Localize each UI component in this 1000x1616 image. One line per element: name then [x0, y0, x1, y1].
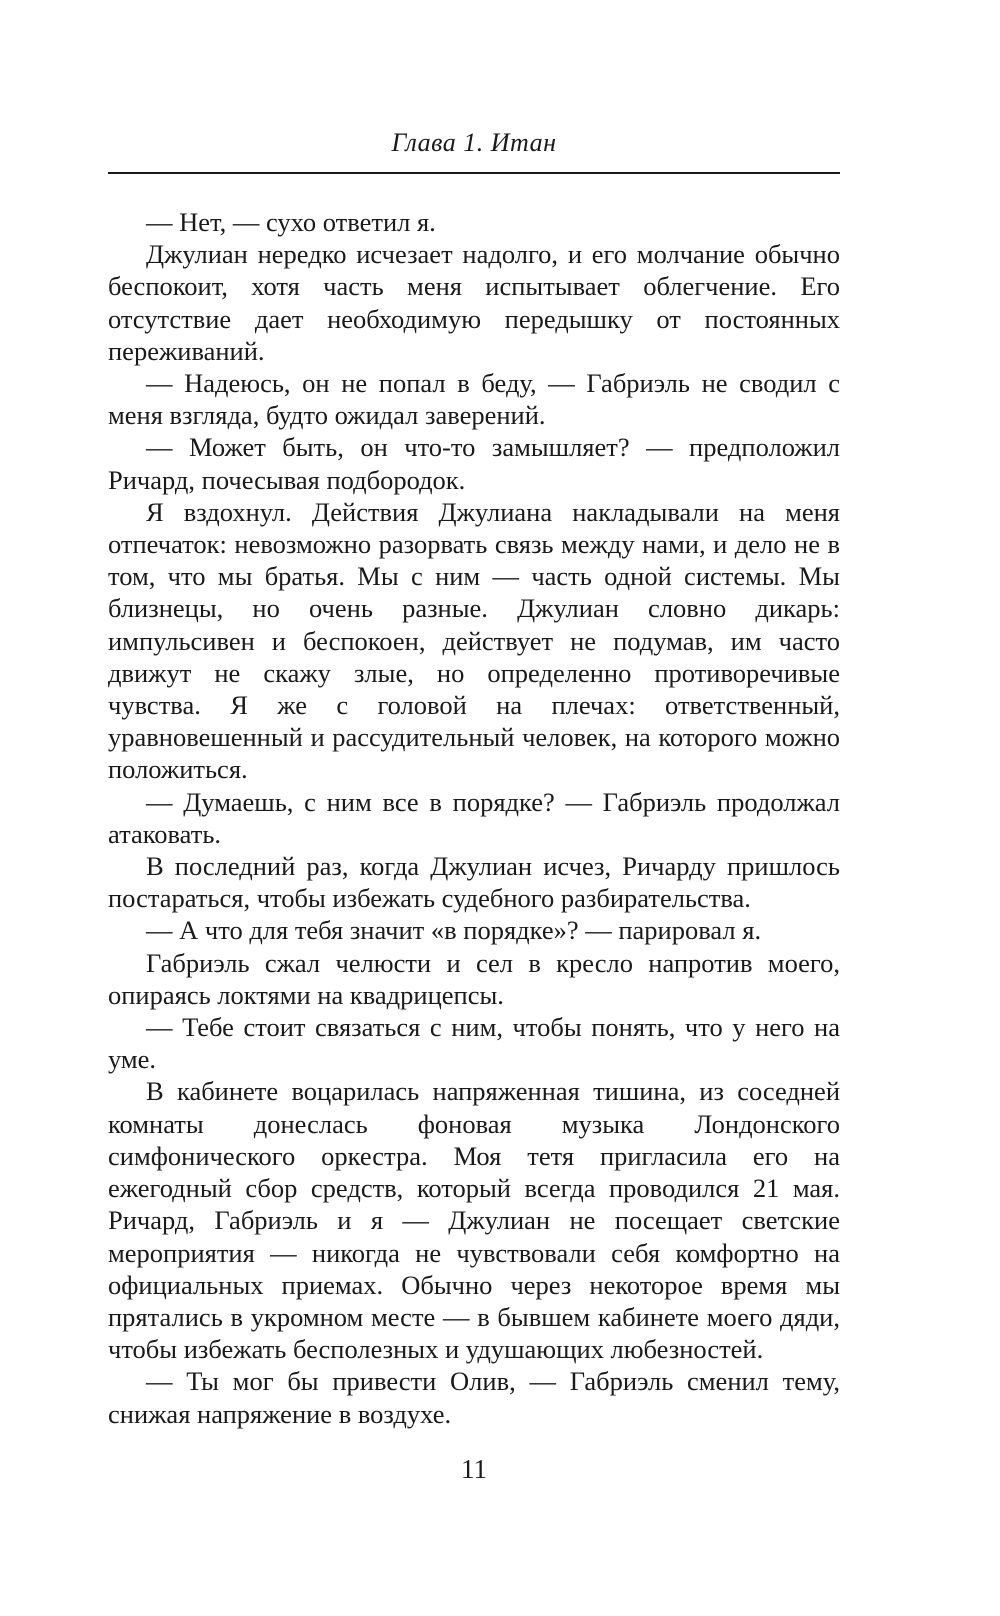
header-divider — [108, 172, 840, 174]
paragraph: — Тебе стоит связаться с ним, чтобы понять, что у него на уме. — [108, 1012, 840, 1075]
paragraph: — Может быть, он что-то замышляет? — предположил Ричард, почесывая подбородок. — [108, 432, 840, 495]
paragraph: В кабинете воцарилась напряженная тишина, из соседней комнаты донеслась фоновая музыка Лондонского симфонического оркестра. Моя тетя пригласила его на ежегодный сбор средств, который всегда проводился 21 мая. Ричард, Габриэль и я — Джулиан не посещает светские мероприятия — никогда не чувствовали себя комфортно на официальных приемах. Обычно через некоторое время мы прятались в укромном месте — в бывшем кабинете моего дяди, чтобы избежать бесполезных и удушающих любезностей. — [108, 1076, 840, 1365]
paragraph: Я вздохнул. Действия Джулиана накладывали на меня отпечаток: невозможно разорвать связь между нами, и дело не в том, что мы братья. Мы с ним — часть одной системы. Мы близнецы, но очень разные. Джулиан словно дикарь: импульсивен и беспокоен, действует не подумав, им часто движут не скажу злые, но определенно противоречивые чувства. Я же с головой на плечах: ответственный, уравновешенный и рассудительный человек, на которого можно положиться. — [108, 496, 840, 785]
paragraph: Джулиан нередко исчезает надолго, и его молчание обычно беспокоит, хотя часть меня испытывает облегчение. Его отсутствие дает необходимую передышку от постоянных переживаний. — [108, 239, 840, 366]
page-number: 11 — [461, 1454, 487, 1484]
body-text — [108, 206, 840, 1430]
paragraph: — Думаешь, с ним все в порядке? — Габриэль продолжал атаковать. — [108, 786, 840, 849]
paragraph: — А что для тебя значит «в порядке»? — парировал я. — [146, 915, 762, 946]
paragraph: Габриэль сжал челюсти и сел в кресло напротив моего, опираясь локтями на квадрицепсы. — [108, 947, 840, 1010]
running-head: Глава 1. Итан — [391, 128, 557, 157]
paragraph: — Надеюсь, он не попал в беду, — Габриэль не сводил с меня взгляда, будто ожидал заверений. — [108, 368, 840, 431]
paragraph: — Нет, — сухо ответил я. — [146, 207, 436, 237]
paragraph: — Ты мог бы привести Олив, — Габриэль сменил тему, снижая напряжение в воздухе. — [108, 1366, 840, 1429]
paragraph: В последний раз, когда Джулиан исчез, Ричарду пришлось постараться, чтобы избежать судебного разбирательства. — [108, 851, 840, 914]
